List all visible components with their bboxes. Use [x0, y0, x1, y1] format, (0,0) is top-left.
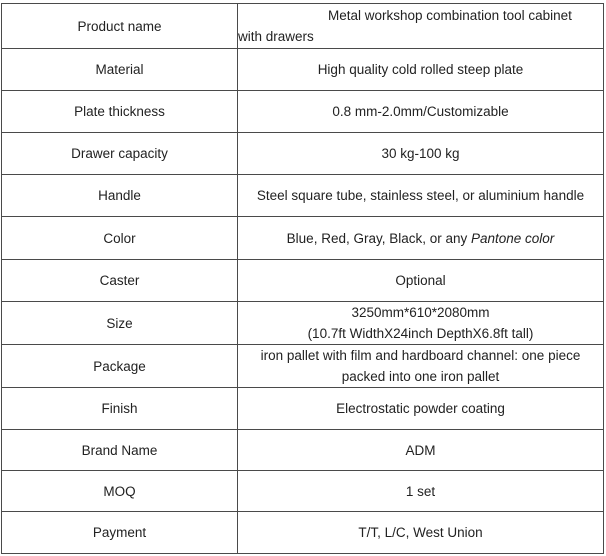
row-label: Color: [2, 217, 238, 260]
row-value-text: Blue, Red, Gray, Black, or any: [286, 230, 471, 246]
row-label: Product name: [2, 4, 238, 49]
row-label: Material: [2, 49, 238, 91]
row-value-line: (10.7ft WidthX24inch DepthX6.8ft tall): [307, 326, 534, 341]
row-value: Steel square tube, stainless steel, or aluminium handle: [238, 175, 604, 217]
row-value-italic: Pantone color: [471, 230, 555, 246]
row-value: High quality cold rolled steep plate: [238, 49, 604, 91]
table-row-handle: [2, 175, 604, 217]
row-label: Drawer capacity: [2, 133, 238, 175]
row-value: [238, 4, 604, 49]
table-row-brand-name: [2, 430, 604, 471]
row-value: 0.8 mm-2.0mm/Customizable: [238, 91, 604, 133]
row-label: Handle: [2, 175, 238, 217]
table-row-finish: [2, 388, 604, 430]
row-value: T/T, L/C, West Union: [238, 512, 604, 554]
table-row-drawer-capacity: [2, 133, 604, 175]
row-value: [238, 217, 604, 260]
row-value: ADM: [238, 430, 604, 471]
table-row-color: [2, 217, 604, 260]
row-value: 1 set: [238, 471, 604, 512]
table-row-product-name: [2, 4, 604, 49]
table-row-caster: [2, 260, 604, 302]
row-label: Payment: [2, 512, 238, 554]
row-value-line: iron pallet with film and hardboard channel: one piece: [260, 348, 581, 363]
table-row-material: [2, 49, 604, 91]
row-value-line: packed into one iron pallet: [341, 369, 500, 384]
row-value-line: with drawers: [238, 29, 314, 44]
row-value: [238, 345, 604, 388]
table-row-payment: [2, 512, 604, 554]
row-label: Plate thickness: [2, 91, 238, 133]
row-value-line: 3250mm*610*2080mm: [351, 305, 490, 320]
row-label: Brand Name: [2, 430, 238, 471]
table-row-size: [2, 302, 604, 345]
table-row-package: [2, 345, 604, 388]
row-label: Caster: [2, 260, 238, 302]
row-label: Size: [2, 302, 238, 345]
product-spec-table: [1, 3, 604, 554]
row-label: Finish: [2, 388, 238, 430]
row-value: Optional: [238, 260, 604, 302]
table-row-plate-thickness: [2, 91, 604, 133]
row-value: 30 kg-100 kg: [238, 133, 604, 175]
row-label: MOQ: [2, 471, 238, 512]
row-value: [238, 302, 604, 345]
row-label: Package: [2, 345, 238, 388]
table-row-moq: [2, 471, 604, 512]
row-value-line: Metal workshop combination tool cabinet: [328, 8, 572, 23]
row-value: Electrostatic powder coating: [238, 388, 604, 430]
